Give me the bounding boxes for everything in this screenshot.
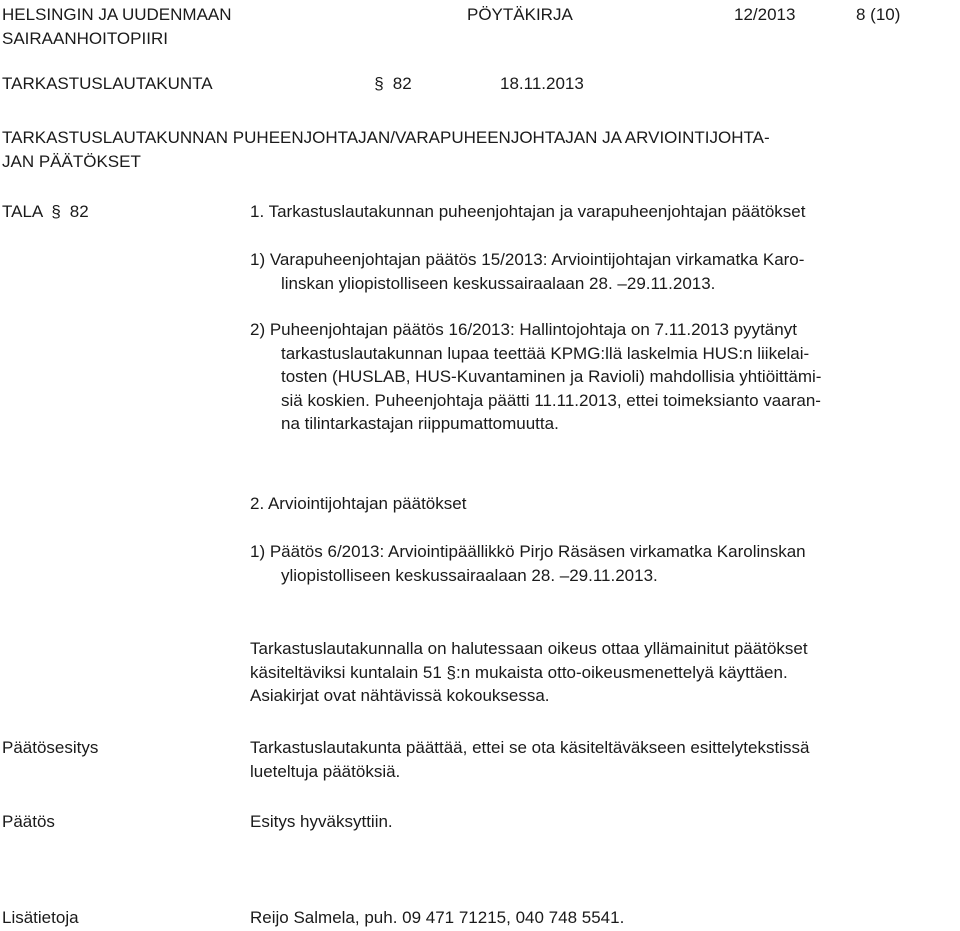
organization-name-line1: HELSINGIN JA UUDENMAAN [2,5,232,24]
organization-name-line2: SAIRAANHOITOPIIRI [2,28,168,48]
section2-item1-line1: 1) Päätös 6/2013: Arviointipäällikkö Pirjo Räsäsen virkamatka Karolinskan [250,542,806,561]
section1-item1 [250,248,804,295]
organization-name [2,3,232,50]
section1-item1-line1: 1) Varapuheenjohtajan päätös 15/2013: Arviointijohtajan virkamatka Karo- [250,250,805,269]
page-title [2,126,770,173]
section2-item1-line2: yliopistolliseen keskussairaalaan 28. –29.11.2013. [281,565,658,585]
document-type: PÖYTÄKIRJA [467,5,573,24]
section1-item2-line4: siä koskien. Puheenjohtaja päätti 11.11.2013, ettei toimeksianto vaaran- [281,390,821,410]
note-line3: Asiakirjat ovat nähtävissä kokouksessa. [250,686,550,705]
section1-item2-line3: tosten (HUSLAB, HUS-Kuvantaminen ja Ravioli) mahdollisia yhtiöittämi- [281,367,822,386]
proposal-line2: lueteltuja päätöksiä. [250,761,401,781]
section1-item2-line5: na tilintarkastajan riippumattomuutta. [281,414,559,433]
section2-heading: 2. Arviointijohtajan päätökset [250,494,467,513]
section1-item2 [250,318,821,436]
committee-name: TARKASTUSLAUTAKUNTA [2,74,213,93]
note-paragraph [250,637,808,708]
section1-item2-line1: 2) Puheenjohtajan päätös 16/2013: Hallintojohtaja on 7.11.2013 pyytänyt [250,320,797,339]
note-line2: käsiteltäviksi kuntalain 51 §:n mukaista otto-oikeusmenettelyä käyttäen. [250,662,788,682]
page-title-line2: JAN PÄÄTÖKSET [2,151,141,171]
section-symbol: § [374,74,384,93]
section1-item1-line2: linskan yliopistolliseen keskussairaalaan 28. –29.11.2013. [281,273,716,293]
header-section [370,72,412,96]
section-number: 82 [392,74,412,93]
document-number: 12/2013 [734,5,796,24]
proposal-line1: Tarkastuslautakunta päättää, ettei se ota käsiteltäväkseen esittelytekstissä [250,738,810,757]
section2-item1 [250,540,806,587]
section1-item2-line2: tarkastuslautakunnan lupaa teettää KPMG:llä laskelmia HUS:n liikelai- [281,343,810,363]
proposal-text [250,736,809,783]
tala-section-symbol: § [51,202,61,221]
proposal-label: Päätösesitys [2,738,99,757]
meeting-date: 18.11.2013 [500,74,584,93]
contact-label: Lisätietoja [2,908,79,927]
decision-text: Esitys hyväksyttiin. [250,812,393,831]
tala-label [2,200,89,224]
page-title-line1: TARKASTUSLAUTAKUNNAN PUHEENJOHTAJAN/VARAPUHEENJOHTAJAN JA ARVIOINTIJOHTA- [2,128,770,147]
note-line1: Tarkastuslautakunnalla on halutessaan oikeus ottaa yllämainitut päätökset [250,639,808,658]
decision-label: Päätös [2,812,55,831]
tala-text: TALA [2,202,43,221]
contact-text: Reijo Salmela, puh. 09 471 71215, 040 748 5541. [250,908,625,927]
section1-heading: 1. Tarkastuslautakunnan puheenjohtajan ja varapuheenjohtajan päätökset [250,202,806,221]
tala-number: 82 [69,202,89,221]
page-number: 8 (10) [856,5,901,24]
